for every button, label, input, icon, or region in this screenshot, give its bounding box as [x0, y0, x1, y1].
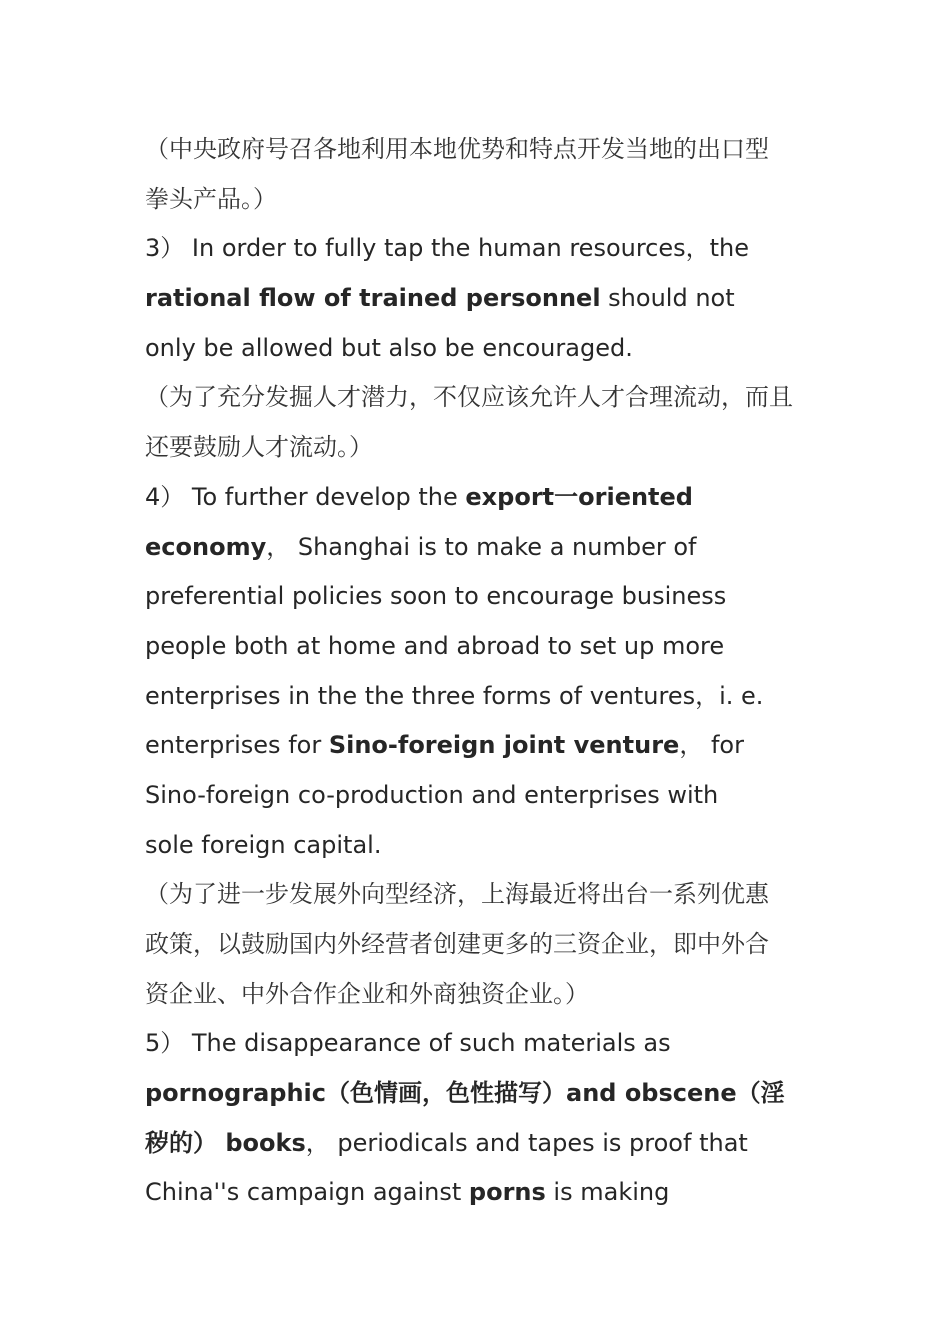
bold-term: pornographic（色情画，色性描写）and obscene（淫 [145, 1079, 785, 1108]
text-segment: preferential policies soon to encourage business [145, 582, 727, 611]
document-body [145, 125, 815, 1218]
text-line [145, 970, 815, 1020]
text-segment: 3） In order to fully tap the human resources，the [145, 234, 750, 263]
text-line [145, 1019, 815, 1069]
text-line [145, 572, 815, 622]
text-segment: （为了充分发掘人才潜力，不仅应该允许人才合理流动，而且 [145, 383, 793, 412]
text-line [145, 1168, 815, 1218]
text-segment: （为了进一步发展外向型经济，上海最近将出台一系列优惠 [145, 880, 769, 909]
text-segment: （中央政府号召各地利用本地优势和特点开发当地的出口型 [145, 135, 769, 163]
text-line [145, 1119, 815, 1169]
bold-term: economy [145, 532, 267, 561]
text-line [145, 274, 815, 324]
text-segment: Sino-foreign co-production and enterprises with [145, 780, 719, 809]
text-line [145, 821, 815, 871]
text-segment: 政策，以鼓励国内外经营者创建更多的三资企业，即中外合 [145, 930, 769, 958]
text-segment: should not [600, 284, 735, 313]
text-segment: ， Shanghai is to make a number of [266, 532, 697, 561]
text-segment: ， periodicals and tapes is proof that [305, 1128, 748, 1157]
text-line [145, 125, 815, 175]
bold-term: rational flow of trained personnel [145, 284, 601, 313]
text-line [145, 324, 815, 374]
bold-term: Sino-foreign joint venture [328, 731, 680, 760]
text-line [145, 1069, 815, 1119]
text-segment: sole foreign capital. [145, 830, 382, 859]
bold-term: 秽的） books [145, 1128, 306, 1157]
text-line [145, 672, 815, 722]
text-line [145, 870, 815, 920]
text-line [145, 224, 815, 274]
text-line [145, 473, 815, 523]
text-segment: enterprises in the the three forms of ventures，i. e. [145, 681, 764, 710]
text-segment: ， for [679, 731, 744, 760]
text-segment: only be allowed but also be encouraged. [145, 333, 633, 362]
text-line [145, 175, 815, 225]
text-segment: 5） The disappearance of such materials as [145, 1029, 671, 1058]
text-line [145, 721, 815, 771]
text-segment: people both at home and abroad to set up more [145, 631, 725, 660]
text-segment: 还要鼓励人才流动。） [145, 433, 373, 462]
text-segment: is making [545, 1178, 670, 1207]
text-line [145, 523, 815, 573]
text-line [145, 423, 815, 473]
text-line [145, 920, 815, 970]
text-segment: 4） To further develop the [145, 482, 466, 511]
bold-term: export一oriented [465, 482, 693, 511]
text-segment: China''s campaign against [145, 1178, 469, 1207]
text-line [145, 771, 815, 821]
text-segment: 资企业、中外合作企业和外商独资企业。） [145, 979, 589, 1008]
bold-term: porns [468, 1178, 546, 1207]
text-line [145, 622, 815, 672]
text-segment: enterprises for [145, 731, 329, 760]
text-line [145, 373, 815, 423]
text-segment: 拳头产品。） [145, 184, 277, 213]
